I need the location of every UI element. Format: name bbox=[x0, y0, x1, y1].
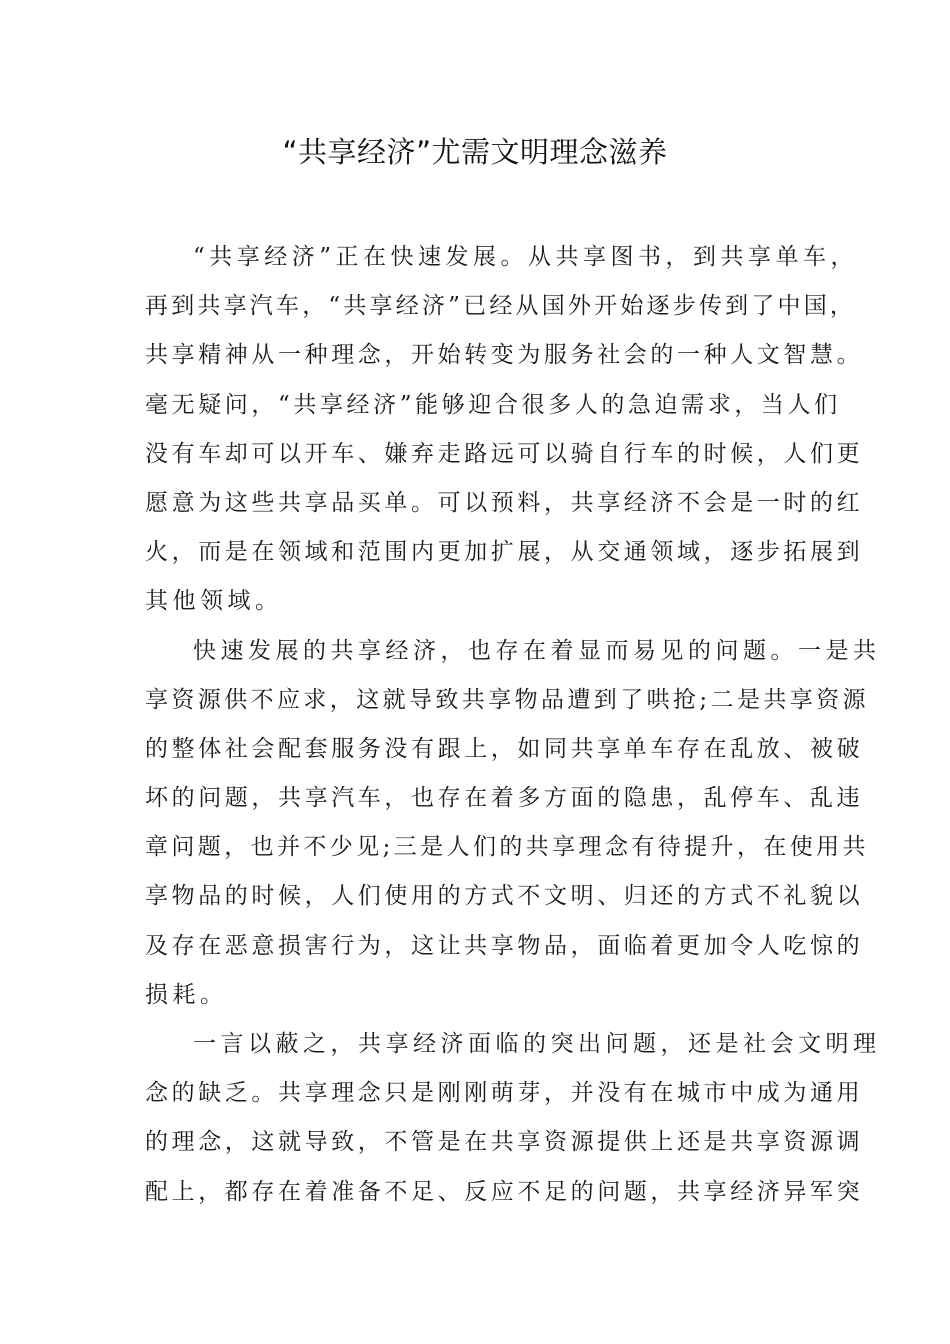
document-title: “共享经济”尤需文明理念滋养 bbox=[282, 135, 668, 169]
paragraph-2-line-2: 享资源供不应求，这就导致共享物品遭到了哄抢;二是共享资源 bbox=[145, 686, 869, 713]
paragraph-1-line-1: “共享经济”正在快速发展。从共享图书，到共享单车， bbox=[193, 244, 859, 270]
paragraph-1-line-2: 再到共享汽车，“共享经济”已经从国外开始逐步传到了中国， bbox=[145, 293, 857, 320]
paragraph-3-line-1: 一言以蔽之，共享经济面临的突出问题，还是社会文明理 bbox=[193, 1031, 881, 1057]
paragraph-3-line-3: 的理念，这就导致，不管是在共享资源提供上还是共享资源调 bbox=[145, 1129, 864, 1156]
paragraph-1-line-4: 毫无疑问，“共享经济”能够迎合很多人的急迫需求，当人们 bbox=[145, 391, 841, 418]
paragraph-1-line-3: 共享精神从一种理念，开始转变为服务社会的一种人文智慧。 bbox=[145, 342, 864, 369]
paragraph-2-line-1: 快速发展的共享经济，也存在着显而易见的问题。一是共 bbox=[193, 637, 881, 664]
paragraph-1-line-8: 其他领域。 bbox=[145, 588, 283, 615]
paragraph-2-line-3: 的整体社会配套服务没有跟上，如同共享单车存在乱放、被破 bbox=[145, 735, 864, 762]
document-body bbox=[145, 233, 881, 1217]
paragraph-1-line-7: 火，而是在领域和范围内更加扩展，从交通领域，逐步拓展到 bbox=[145, 539, 864, 566]
paragraph-2-line-4: 坏的问题，共享汽车，也存在着多方面的隐患，乱停车、乱违 bbox=[145, 785, 864, 812]
paragraph-2-line-8: 损耗。 bbox=[145, 981, 228, 1008]
paragraph-2-line-5: 章问题，也并不少见;三是人们的共享理念有待提升，在使用共 bbox=[145, 834, 869, 861]
paragraph-1-line-5: 没有车却可以开车、嫌弃走路远可以骑自行车的时候，人们更 bbox=[145, 440, 864, 467]
paragraph-3-line-4: 配上，都存在着准备不足、反应不足的问题，共享经济异军突 bbox=[145, 1178, 864, 1205]
paragraph-2-line-6: 享物品的时候，人们使用的方式不文明、归还的方式不礼貌以 bbox=[145, 883, 864, 910]
paragraph-2-line-7: 及存在恶意损害行为，这让共享物品，面临着更加令人吃惊的 bbox=[145, 932, 864, 959]
paragraph-1-line-6: 愿意为这些共享品买单。可以预料，共享经济不会是一时的红 bbox=[145, 489, 864, 516]
paragraph-3-line-2: 念的缺乏。共享理念只是刚刚萌芽，并没有在城市中成为通用 bbox=[145, 1080, 864, 1107]
